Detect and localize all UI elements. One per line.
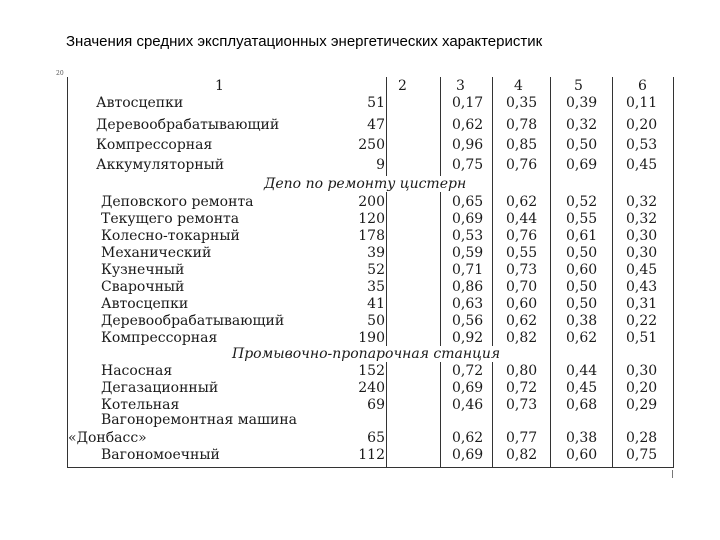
cell-c6: 0,32	[626, 194, 658, 210]
cell-c3: 0,92	[452, 330, 484, 346]
cell-c4: 0,55	[506, 245, 538, 261]
cell-c2: 9	[376, 157, 385, 173]
cell-c3: 0,69	[452, 211, 484, 227]
cell-c5: 0,50	[566, 137, 598, 153]
cell-c2: 178	[358, 228, 385, 244]
cell-c2: 41	[367, 296, 385, 312]
row-label: Механический	[101, 245, 212, 261]
section-heading: Промывочно-пропарочная станция	[232, 346, 501, 362]
cell-c4: 0,62	[506, 313, 538, 329]
cell-c5: 0,45	[566, 380, 598, 396]
cell-c4: 0,76	[506, 228, 538, 244]
cell-c6: 0,31	[626, 296, 658, 312]
cell-c4: 0,78	[506, 117, 538, 133]
slide-title: Значения средних эксплуатационных энергетических характеристик	[66, 33, 543, 50]
cell-c5: 0,50	[566, 296, 598, 312]
cell-c4: 0,62	[506, 194, 538, 210]
cell-c3: 0,62	[452, 430, 484, 446]
cell-c5: 0,55	[566, 211, 598, 227]
cell-c6: 0,32	[626, 211, 658, 227]
cell-c5: 0,32	[566, 117, 598, 133]
cell-c5: 0,62	[566, 330, 598, 346]
row-label: Насосная	[101, 363, 173, 379]
cell-c3: 0,69	[452, 447, 484, 463]
cell-c2: 69	[367, 397, 385, 413]
row-label: Вагономоечный	[101, 447, 220, 463]
cell-c2: 250	[358, 137, 385, 153]
cell-c4: 0,73	[506, 397, 538, 413]
cell-c4: 0,76	[506, 157, 538, 173]
row-label: Кузнечный	[101, 262, 185, 278]
cell-c6: 0,28	[626, 430, 658, 446]
cell-c5: 0,44	[566, 363, 598, 379]
cell-c3: 0,69	[452, 380, 484, 396]
cell-c5: 0,68	[566, 397, 598, 413]
cell-c5: 0,52	[566, 194, 598, 210]
cell-c2: 112	[358, 447, 385, 463]
cell-c5: 0,38	[566, 313, 598, 329]
cell-c6: 0,30	[626, 245, 658, 261]
cell-c2: 120	[358, 211, 385, 227]
cell-c2: 190	[358, 330, 385, 346]
row-label: Котельная	[101, 397, 180, 413]
cell-c3: 0,71	[452, 262, 484, 278]
row-label: Дегазационный	[101, 380, 219, 396]
cell-c4: 0,44	[506, 211, 538, 227]
cell-c5: 0,69	[566, 157, 598, 173]
row-label: Автосцепки	[96, 95, 184, 111]
row-label: Компрессорная	[101, 330, 218, 346]
cell-c2: 65	[367, 430, 385, 446]
cell-c6: 0,75	[626, 447, 658, 463]
column-header: 3	[456, 78, 465, 94]
cell-c3: 0,75	[452, 157, 484, 173]
cell-c2: 39	[367, 245, 385, 261]
row-label: Колесно-токарный	[101, 228, 240, 244]
cell-c6: 0,22	[626, 313, 658, 329]
cell-c6: 0,29	[626, 397, 658, 413]
corner-mark	[672, 470, 675, 478]
cell-c6: 0,30	[626, 228, 658, 244]
cell-c3: 0,56	[452, 313, 484, 329]
cell-c3: 0,86	[452, 279, 484, 295]
row-label: Аккумуляторный	[96, 157, 225, 173]
cell-c4: 0,73	[506, 262, 538, 278]
cell-c6: 0,20	[626, 380, 658, 396]
cell-c2: 35	[367, 279, 385, 295]
row-label: Сварочный	[101, 279, 185, 295]
cell-c3: 0,17	[452, 95, 484, 111]
column-header: 5	[574, 78, 583, 94]
cell-c5: 0,61	[566, 228, 598, 244]
cell-c3: 0,59	[452, 245, 484, 261]
page-number: 20	[56, 70, 64, 77]
row-label: «Донбасс»	[68, 430, 147, 446]
cell-c4: 0,77	[506, 430, 538, 446]
cell-c3: 0,46	[452, 397, 484, 413]
cell-c3: 0,65	[452, 194, 484, 210]
section-heading: Депо по ремонту цистерн	[264, 176, 467, 192]
cell-c5: 0,39	[566, 95, 598, 111]
cell-c6: 0,30	[626, 363, 658, 379]
cell-c2: 51	[367, 95, 385, 111]
cell-c2: 200	[358, 194, 385, 210]
cell-c5: 0,60	[566, 447, 598, 463]
cell-c4: 0,60	[506, 296, 538, 312]
cell-c6: 0,53	[626, 137, 658, 153]
cell-c5: 0,50	[566, 245, 598, 261]
cell-c4: 0,72	[506, 380, 538, 396]
cell-c5: 0,60	[566, 262, 598, 278]
cell-c3: 0,63	[452, 296, 484, 312]
cell-c2: 152	[358, 363, 385, 379]
row-label: Деревообрабатывающий	[101, 313, 285, 329]
column-header: 6	[638, 78, 647, 94]
cell-c3: 0,96	[452, 137, 484, 153]
cell-c4: 0,85	[506, 137, 538, 153]
cell-c6: 0,11	[626, 95, 658, 111]
cell-c3: 0,72	[452, 363, 484, 379]
row-label: Компрессорная	[96, 137, 213, 153]
cell-c5: 0,38	[566, 430, 598, 446]
row-label: Деревообрабатывающий	[96, 117, 280, 133]
cell-c6: 0,20	[626, 117, 658, 133]
cell-c6: 0,43	[626, 279, 658, 295]
column-header: 2	[398, 78, 407, 94]
row-label: Вагоноремонтная машина	[101, 412, 298, 428]
cell-c4: 0,82	[506, 330, 538, 346]
cell-c4: 0,70	[506, 279, 538, 295]
column-divider	[440, 77, 441, 467]
cell-c6: 0,45	[626, 157, 658, 173]
cell-c6: 0,45	[626, 262, 658, 278]
column-header: 1	[215, 78, 224, 94]
cell-c2: 240	[358, 380, 385, 396]
row-label: Деповского ремонта	[101, 194, 254, 210]
cell-c4: 0,82	[506, 447, 538, 463]
cell-c3: 0,62	[452, 117, 484, 133]
cell-c2: 52	[367, 262, 385, 278]
cell-c5: 0,50	[566, 279, 598, 295]
cell-c4: 0,80	[506, 363, 538, 379]
row-label: Текущего ремонта	[101, 211, 240, 227]
cell-c4: 0,35	[506, 95, 538, 111]
row-label: Автосцепки	[101, 296, 189, 312]
column-divider	[386, 77, 387, 467]
cell-c2: 50	[367, 313, 385, 329]
cell-c2: 47	[367, 117, 385, 133]
cell-c6: 0,51	[626, 330, 658, 346]
column-header: 4	[514, 78, 523, 94]
cell-c3: 0,53	[452, 228, 484, 244]
